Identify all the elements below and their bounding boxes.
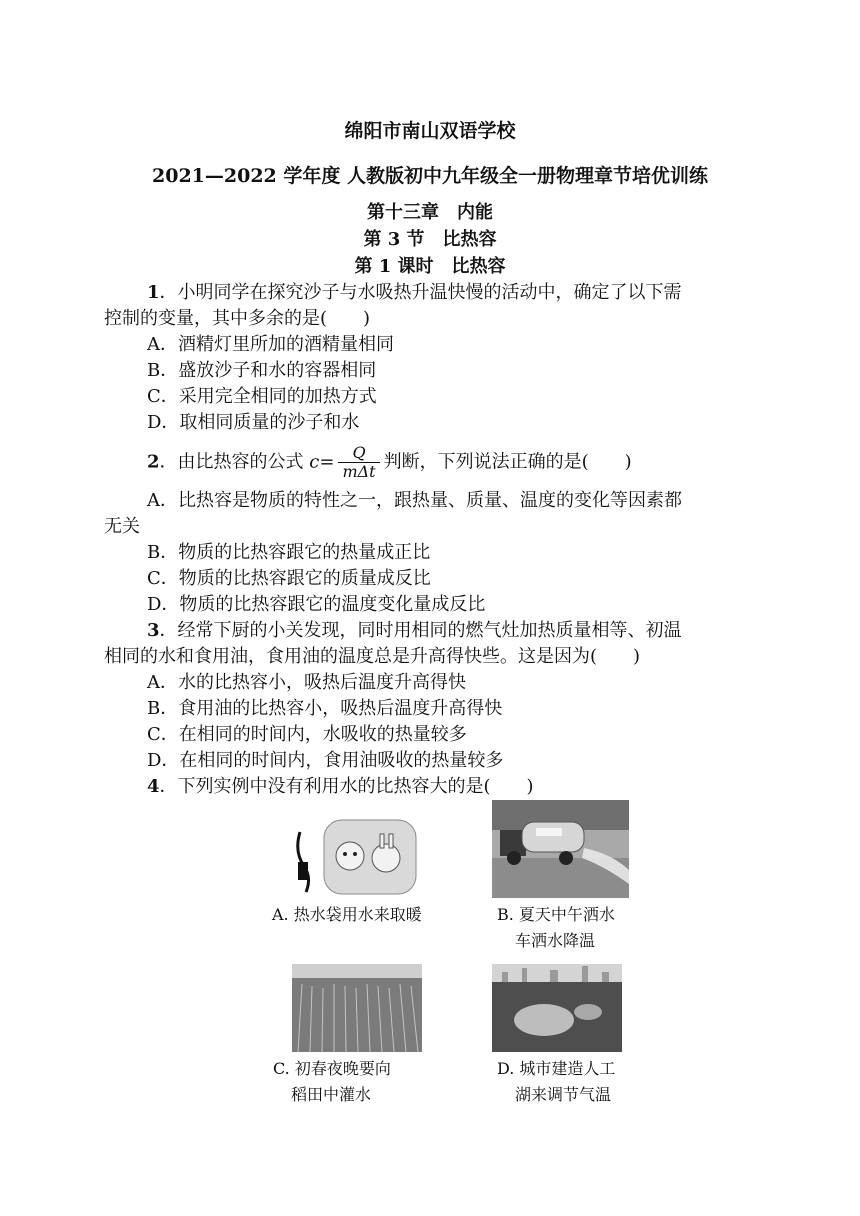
question-3-cont: 相同的水和食用油，食用油的温度总是升高得快些。这是因为( )	[104, 646, 641, 667]
question-1-cont: 控制的变量，其中多余的是( )	[104, 308, 371, 329]
artificial-lake-photo	[492, 964, 622, 1052]
question-number: 3	[147, 620, 160, 641]
question-2	[147, 444, 632, 481]
caption-d-line1: D. 城市建造人工	[497, 1059, 616, 1078]
caption-d-line2: 湖来调节气温	[515, 1085, 612, 1104]
formula-denominator: mΔt	[342, 462, 376, 481]
caption-a: A. 热水袋用水来取暖	[272, 905, 422, 924]
formula-numerator: Q	[338, 444, 379, 463]
question-text-post: 判断，下列说法正确的是( )	[383, 451, 632, 473]
formula-equals: =	[319, 451, 335, 473]
question-number: 4	[147, 776, 160, 797]
caption-b-line1: B. 夏天中午洒水	[497, 905, 615, 924]
course-title: 2021—2022 学年度 人教版初中九年级全一册物理章节培优训练	[152, 165, 708, 187]
option-b: B．物质的比热容跟它的热量成正比	[147, 542, 431, 563]
question-1	[147, 280, 682, 306]
water-truck-photo	[492, 800, 629, 898]
option-b: B．盛放沙子和水的容器相同	[147, 360, 377, 381]
option-a: A．比热容是物质的特性之一，跟热量、质量、温度的变化等因素都	[147, 490, 682, 511]
lesson-title: 第 1 课时 比热容	[354, 256, 506, 277]
chapter-title: 第十三章 内能	[367, 202, 493, 223]
option-b: B．食用油的比热容小，吸热后温度升高得快	[147, 698, 503, 719]
question-text: ．经常下厨的小关发现，同时用相同的燃气灶加热质量相等、初温	[159, 620, 682, 641]
school-title: 绵阳市南山双语学校	[344, 120, 516, 142]
option-d: D．取相同质量的沙子和水	[147, 412, 360, 433]
option-a-cont: 无关	[104, 516, 140, 537]
caption-c-line1: C. 初春夜晚要向	[273, 1059, 391, 1078]
formula-fraction	[338, 444, 379, 481]
question-4	[147, 774, 534, 800]
question-text: ．由比热容的公式	[159, 451, 310, 473]
rice-field-photo	[292, 964, 422, 1052]
section-title: 第 3 节 比热容	[363, 229, 497, 250]
option-c: C．物质的比热容跟它的质量成反比	[147, 568, 431, 589]
option-d: D．物质的比热容跟它的温度变化量成反比	[147, 594, 486, 615]
question-number: 1	[147, 282, 160, 303]
option-c: C．在相同的时间内，水吸收的热量较多	[147, 724, 467, 745]
option-c: C．采用完全相同的加热方式	[147, 386, 377, 407]
option-a: A．水的比热容小，吸热后温度升高得快	[147, 672, 466, 693]
caption-c-line2: 稻田中灌水	[291, 1085, 372, 1104]
question-number: 2	[147, 451, 160, 473]
question-3	[147, 618, 682, 644]
caption-b-line2: 车洒水降温	[515, 931, 596, 950]
hot-water-bag-photo	[290, 812, 420, 898]
question-text: ．下列实例中没有利用水的比热容大的是( )	[159, 776, 534, 797]
question-text: ．小明同学在探究沙子与水吸热升温快慢的活动中，确定了以下需	[159, 282, 682, 303]
option-d: D．在相同的时间内，食用油吸收的热量较多	[147, 750, 504, 771]
formula-variable: c	[309, 451, 320, 473]
option-a: A．酒精灯里所加的酒精量相同	[147, 334, 394, 355]
